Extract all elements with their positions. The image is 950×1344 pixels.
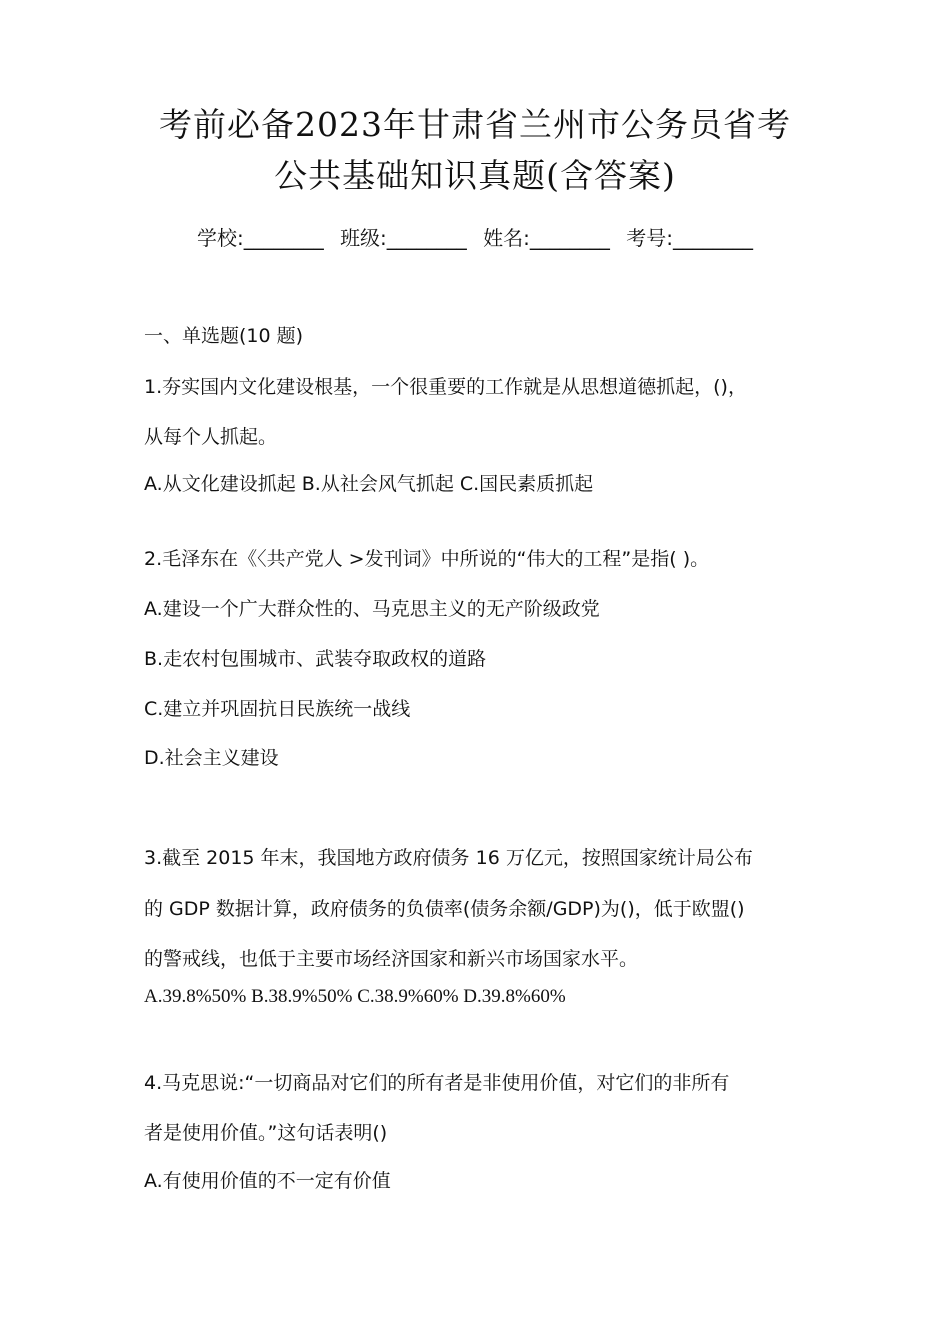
class-field: 班级:________ <box>340 226 467 250</box>
question-2-option-c: C.建立并巩固抗日民族统一战线 <box>144 698 411 720</box>
question-2-option-d: D.社会主义建设 <box>144 747 279 769</box>
question-2-stem: 2.毛泽东在《〈共产党人 >发刊词》中所说的“伟大的工程”是指( )。 <box>144 548 710 570</box>
question-1-options: A.从文化建设抓起 B.从社会风气抓起 C.国民素质抓起 <box>144 473 594 495</box>
question-3-options: A.39.8%50% B.38.9%50% C.38.9%60% D.39.8%60% <box>144 986 566 1007</box>
question-4-stem-line-2: 者是使用价值。”这句话表明() <box>144 1122 388 1144</box>
document-title-line-1: 考前必备2023年甘肃省兰州市公务员省考 <box>159 105 791 144</box>
question-2-option-b: B.走农村包围城市、武装夺取政权的道路 <box>144 648 487 670</box>
question-3-stem-line-2: 的 GDP 数据计算，政府债务的负债率(债务余额/GDP)为()，低于欧盟() <box>144 898 745 920</box>
student-info-row <box>0 224 950 252</box>
question-2-option-a: A.建设一个广大群众性的、马克思主义的无产阶级政党 <box>144 598 600 620</box>
question-3-stem-line-1: 3.截至 2015 年末，我国地方政府债务 16 万亿元，按照国家统计局公布 <box>144 847 753 869</box>
question-4-option-a: A.有使用价值的不一定有价值 <box>144 1170 391 1192</box>
name-field: 姓名:________ <box>483 226 610 250</box>
school-field: 学校:________ <box>196 226 324 250</box>
document-title-line-2: 公共基础知识真题(含答案) <box>274 156 676 195</box>
exam-number-field: 考号:________ <box>626 226 754 250</box>
question-4-stem-line-1: 4.马克思说:“一切商品对它们的所有者是非使用价值，对它们的非所有 <box>144 1072 730 1094</box>
question-3-stem-line-3: 的警戒线，也低于主要市场经济国家和新兴市场国家水平。 <box>144 948 639 970</box>
section-heading: 一、单选题(10 题) <box>144 325 304 347</box>
question-1-stem-line-1: 1.夯实国内文化建设根基，一个很重要的工作就是从思想道德抓起，()， <box>144 376 747 398</box>
question-1-stem-line-2: 从每个人抓起。 <box>144 426 278 448</box>
